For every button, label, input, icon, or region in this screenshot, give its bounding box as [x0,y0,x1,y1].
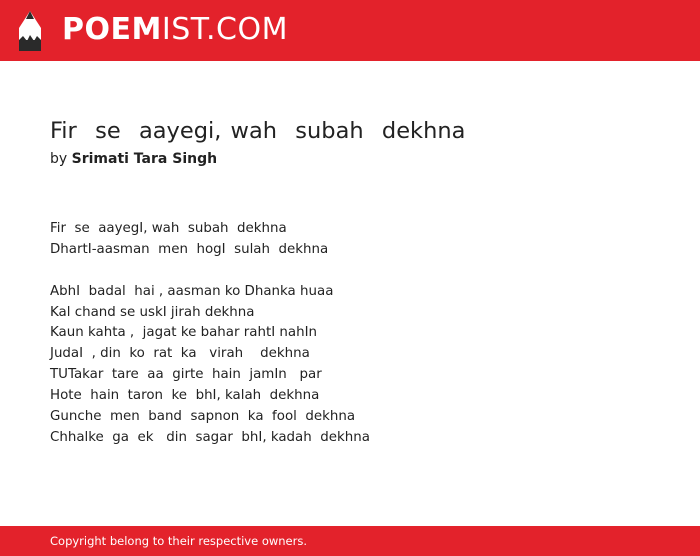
poem-line: Kal chand se uskI jirah dekhna [50,304,255,320]
logo-text-light: IST.COM [161,12,288,47]
poem-title: Fir se aayegi, wah subah dekhna [50,118,466,144]
poem-line: Chhalke ga ek din sagar bhI, kadah dekhna [50,429,370,445]
site-footer [0,526,700,556]
poem-line [50,261,370,282]
pencil-tip-icon[interactable] [17,10,43,52]
author-name[interactable]: Srimati Tara Singh [71,151,218,167]
poem-line: AbhI badal hai , aasman ko Dhanka huaa [50,283,334,299]
site-header [0,0,700,61]
poem-line: DhartI-aasman men hogI sulah dekhna [50,241,329,257]
poem-line: Gunche men band sapnon ka fool dekhna [50,409,356,425]
copyright-text: Copyright belong to their respective owners. [50,534,308,548]
poem-line: Fir se aayegI, wah subah dekhna [50,221,287,236]
poem-line: Hote hain taron ke bhI, kalah dekhna [50,388,320,404]
byline-prefix: by [50,151,68,167]
byline [50,149,217,169]
poem-line: Kaun kahta , jagat ke bahar rahtI nahIn [50,325,318,341]
site-logo[interactable] [62,11,288,49]
poem-line: JudaI , din ko rat ka virah dekhna [50,346,310,362]
logo-text-bold: POEM [62,12,162,47]
poem-line: TUTakar tare aa girte hain jamIn par [50,367,322,383]
poem-body [50,219,370,449]
